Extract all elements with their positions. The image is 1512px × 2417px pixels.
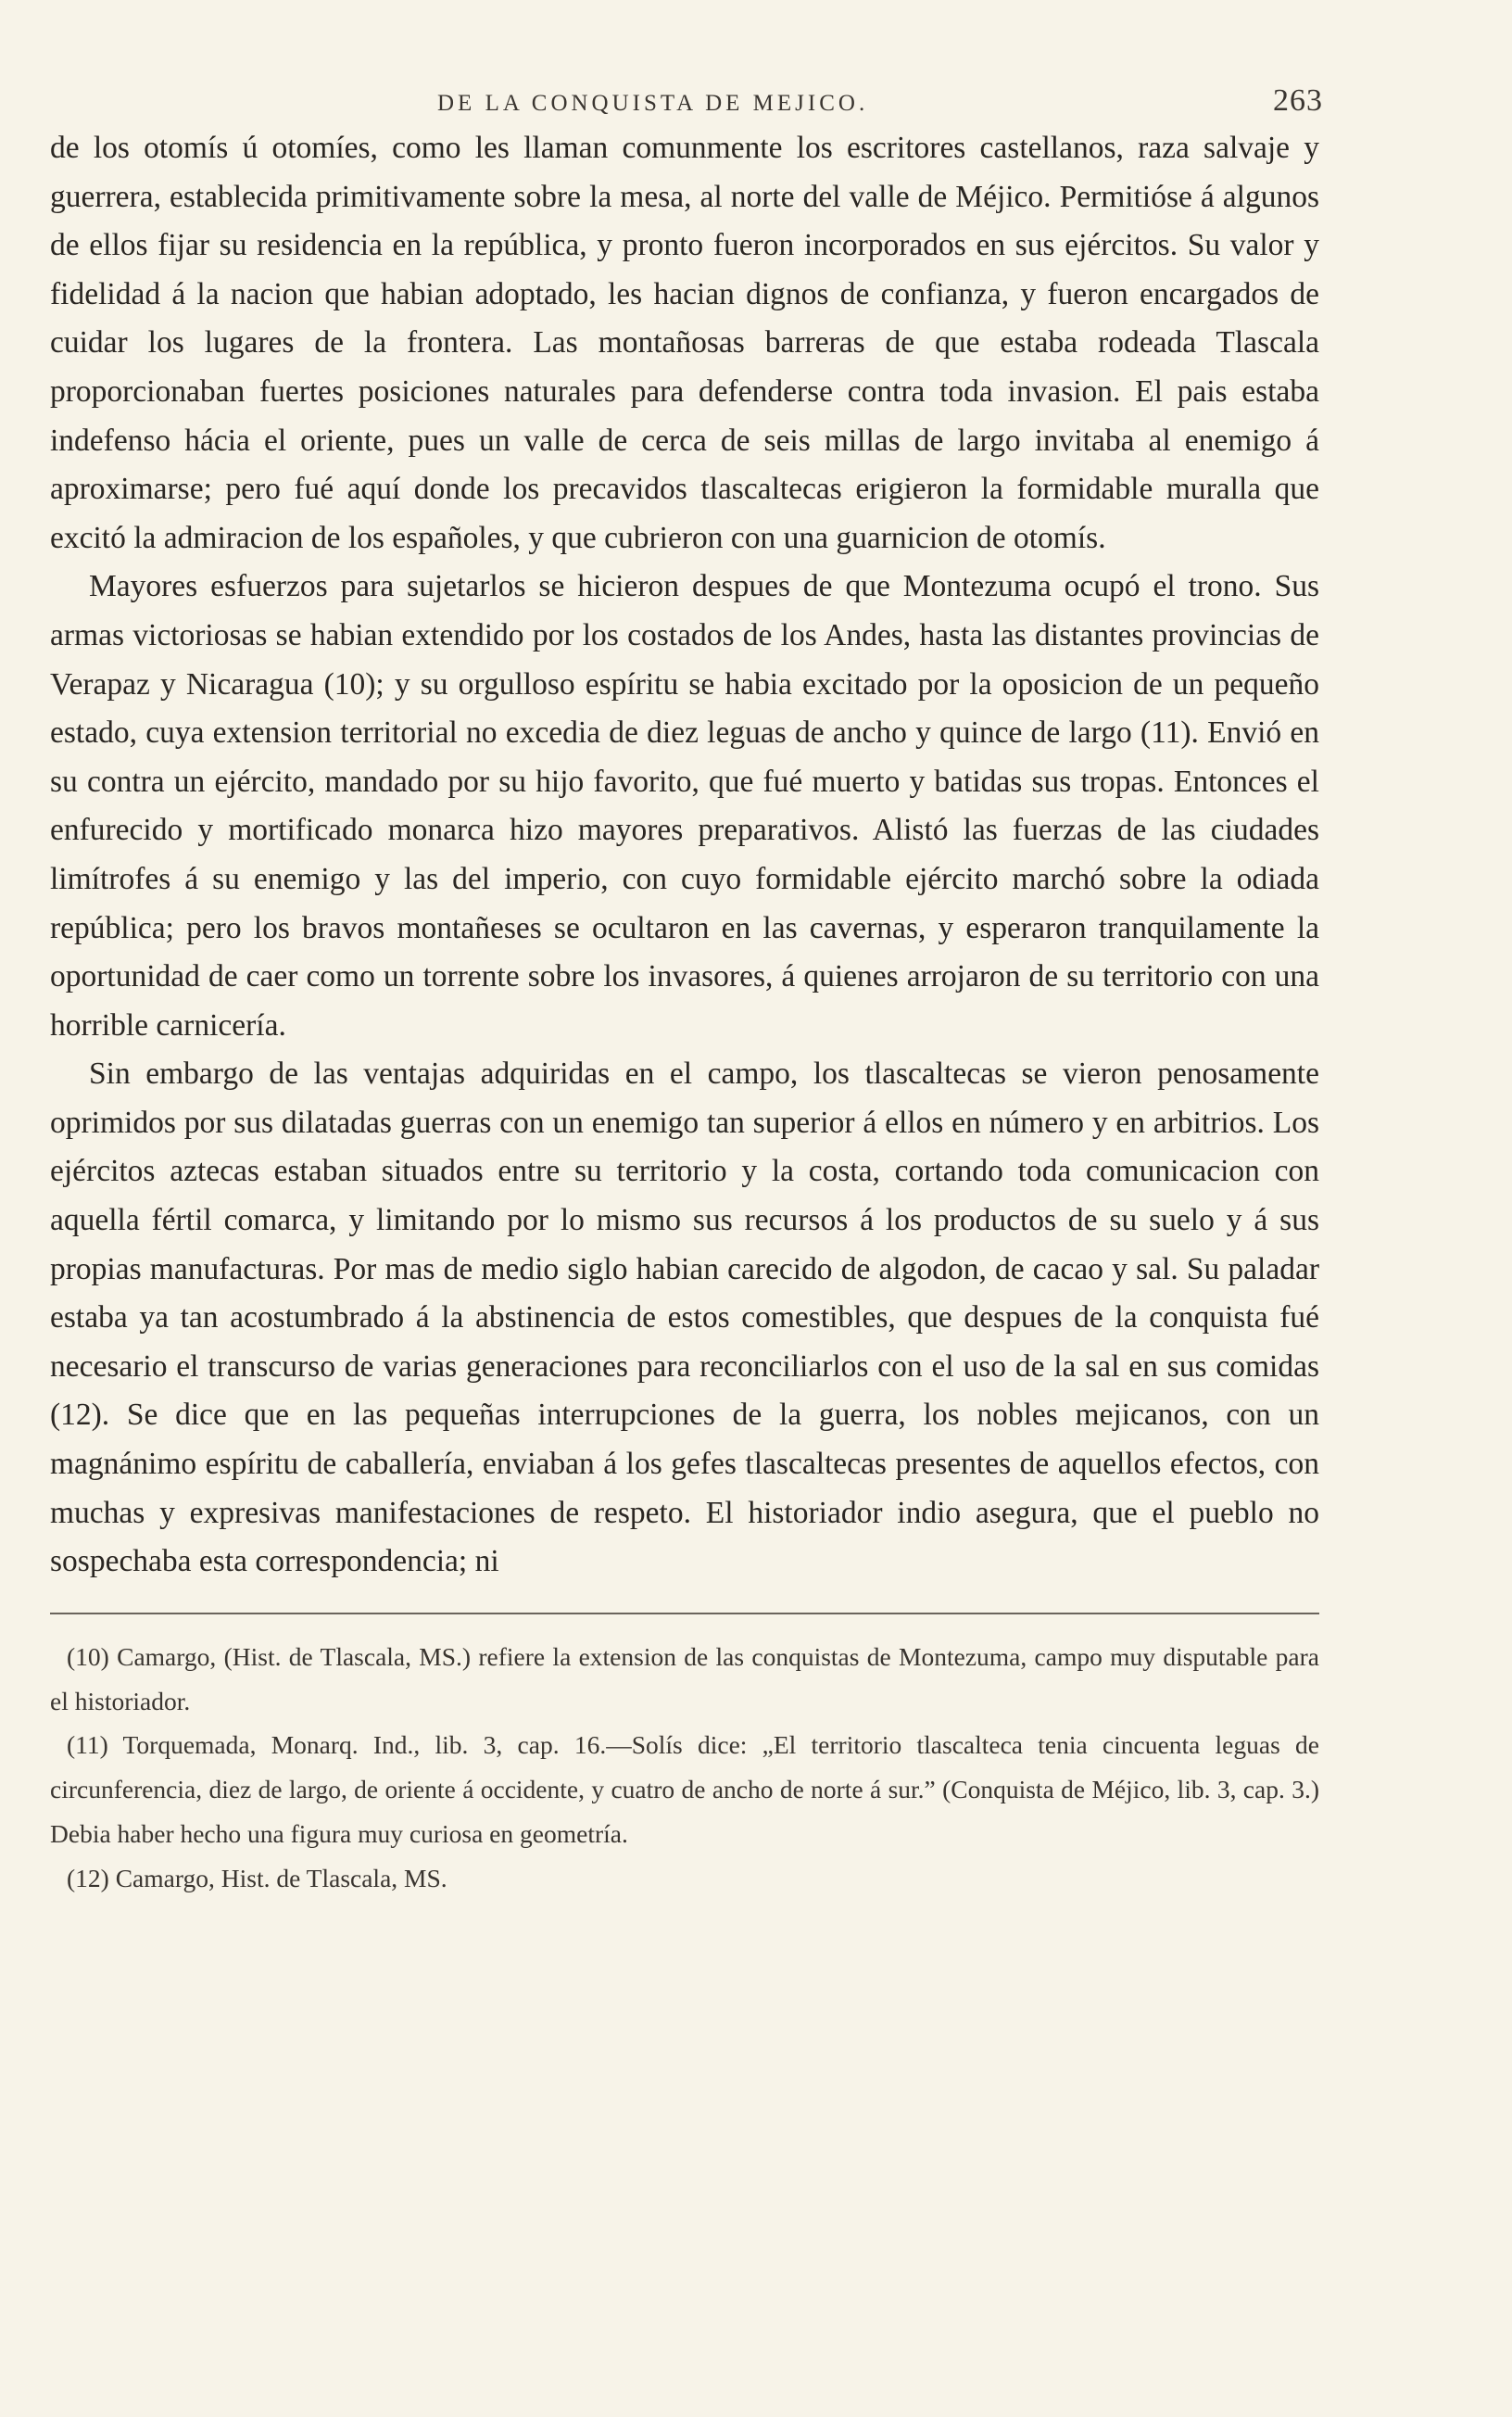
running-title: DE LA CONQUISTA DE MEJICO. bbox=[437, 91, 869, 116]
footnote: (10) Camargo, (Hist. de Tlascala, MS.) refiere la extension de las conquistas de Montezuma, campo muy disputable para el historiador. bbox=[50, 1641, 1319, 1715]
paragraph: de los otomís ú otomíes, como les llaman comunmente los escritores castellanos, raza salvaje y guerrera, establecida primitivamente sobre la mesa, al norte del valle de Méjico. Permitióse á algunos de ellos fijar su residencia en la república, y pronto fueron incorporados en sus ejércitos. Su valor y fidelidad á la nacion que habian adoptado, les hacian dignos de confianza, y fueron encargados de cuidar los lugares de la frontera. Las montañosas barreras de que estaba rodeada Tlascala proporcionaban fuertes posiciones naturales para defenderse contra toda invasion. El pais estaba indefenso hácia el oriente, pues un valle de cerca de seis millas de largo invitaba al enemigo á aproximarse; pero fué aquí donde los precavidos tlascaltecas erigieron la formidable muralla que excitó la admiracion de los españoles, y que cubrieron con una guarnicion de otomís. bbox=[50, 131, 1319, 555]
main-text bbox=[50, 124, 1319, 1587]
footnote: (11) Torquemada, Monarq. Ind., lib. 3, cap. 16.—Solís dice: „El territorio tlascalteca tenia cincuenta leguas de circunferencia, diez de largo, de oriente á occidente, y cuatro de ancho de norte á sur.” (Conquista de Méjico, lib. 3, cap. 3.) Debia haber hecho una figura muy curiosa en geometría. bbox=[50, 1730, 1319, 1848]
page-header bbox=[50, 82, 1323, 137]
page-number: 263 bbox=[1273, 83, 1323, 118]
footnotes bbox=[50, 1635, 1319, 1901]
footnote: (12) Camargo, Hist. de Tlascala, MS. bbox=[67, 1863, 447, 1892]
paragraph: Mayores esfuerzos para sujetarlos se hicieron despues de que Montezuma ocupó el trono. Sus armas victoriosas se habian extendido por los costados de los Andes, hasta las distantes provincias de Verapaz y Nicaragua (10); y su orgulloso espíritu se habia excitado por la oposicion de un pequeño estado, cuya extension territorial no excedia de diez leguas de ancho y quince de largo (11). Envió en su contra un ejército, mandado por su hijo favorito, que fué muerto y batidas sus tropas. Entonces el enfurecido y mortificado monarca hizo mayores preparativos. Alistó las fuerzas de las ciudades limítrofes á su enemigo y las del imperio, con cuyo formidable ejército marchó sobre la odiada república; pero los bravos montañeses se ocultaron en las cavernas, y esperaron tranquilamente la oportunidad de caer como un torrente sobre los invasores, á quienes arrojaron de su territorio con una horrible carnicería. bbox=[50, 569, 1319, 1043]
footnote-divider bbox=[50, 1613, 1319, 1614]
paragraph: Sin embargo de las ventajas adquiridas en el campo, los tlascaltecas se vieron penosamente oprimidos por sus dilatadas guerras con un enemigo tan superior á ellos en número y en arbitrios. Los ejércitos aztecas estaban situados entre su territorio y la costa, cortando toda comunicacion con aquella fértil comarca, y limitando por lo mismo sus recursos á los productos de su suelo y á sus propias manufacturas. Por mas de medio siglo habian carecido de algodon, de cacao y sal. Su paladar estaba ya tan acostumbrado á la abstinencia de estos comestibles, que despues de la conquista fué necesario el transcurso de varias generaciones para reconciliarlos con el uso de la sal en sus comidas (12). Se dice que en las pequeñas interrupciones de la guerra, los nobles mejicanos, con un magnánimo espíritu de caballería, enviaban á los gefes tlascaltecas presentes de aquellos efectos, con muchas y expresivas manifestaciones de respeto. El historiador indio asegura, que el pueblo no sospechaba esta correspondencia; ni bbox=[50, 1057, 1319, 1579]
book-page bbox=[50, 82, 1323, 1901]
